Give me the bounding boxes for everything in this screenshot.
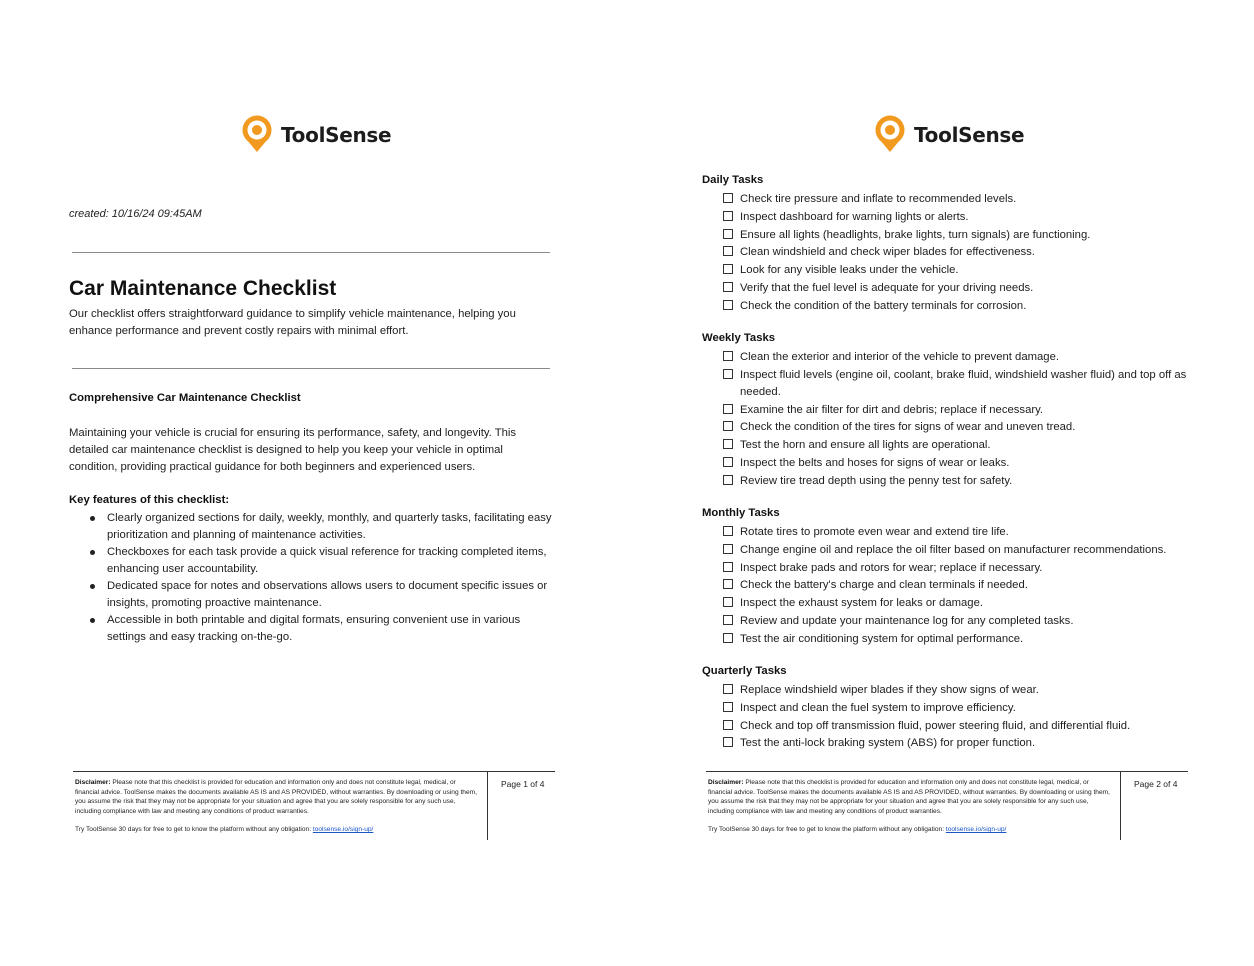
page-number: Page 1 of 4 (501, 779, 545, 789)
task-item[interactable] (722, 560, 1192, 577)
task-item[interactable] (722, 191, 1192, 208)
task-label: Verify that the fuel level is adequate for your driving needs. (740, 281, 1034, 294)
features-heading: Key features of this checklist: (69, 494, 230, 506)
checkbox[interactable] (723, 439, 733, 449)
signup-link[interactable]: toolsense.io/sign-up/ (312, 826, 374, 833)
task-item[interactable] (722, 735, 1192, 752)
task-label: Check tire pressure and inflate to recommended levels. (740, 193, 1017, 205)
quarterly-task-list (722, 682, 1192, 753)
quarterly-tasks-heading: Quarterly Tasks (702, 665, 787, 677)
task-item[interactable] (722, 227, 1192, 244)
task-label: Inspect brake pads and rotors for wear; replace if necessary. (740, 561, 1043, 574)
checkbox[interactable] (723, 404, 733, 414)
task-item[interactable] (722, 437, 1192, 454)
feature-item: Dedicated space for notes and observations allows users to document specific issues or insights, promoting proactive maintenance. (69, 578, 559, 612)
monthly-tasks-heading: Monthly Tasks (702, 507, 780, 519)
checkbox[interactable] (723, 702, 733, 712)
task-item[interactable] (722, 473, 1192, 490)
monthly-task-list (722, 524, 1192, 649)
checkbox[interactable] (723, 193, 733, 203)
location-pin-icon (873, 114, 907, 156)
task-item[interactable] (722, 402, 1192, 419)
task-item[interactable] (722, 682, 1192, 699)
brand-name: ToolSense (281, 123, 392, 147)
checkbox[interactable] (723, 351, 733, 361)
task-label: Check the condition of the tires for signs of wear and uneven tread. (740, 421, 1076, 434)
checkbox[interactable] (723, 457, 733, 467)
task-label: Inspect and clean the fuel system to improve efficiency. (740, 701, 1016, 714)
task-label: Examine the air filter for dirt and debris; replace if necessary. (740, 403, 1044, 416)
task-label: Check the battery's charge and clean terminals if needed. (740, 579, 1028, 592)
checkbox[interactable] (723, 597, 733, 607)
task-item[interactable] (722, 524, 1192, 541)
page-number: Page 2 of 4 (1134, 779, 1178, 789)
task-label: Test the anti-lock braking system (ABS) for proper function. (740, 737, 1036, 750)
disclaimer-label: Disclaimer: (75, 779, 111, 786)
task-label: Test the horn and ensure all lights are operational. (740, 439, 991, 452)
task-label: Check the condition of the battery terminals for corrosion. (740, 299, 1027, 312)
checkbox[interactable] (723, 421, 733, 431)
task-item[interactable] (722, 542, 1192, 559)
trial-text: Try ToolSense 30 days for free to get to know the platform without any obligation: (75, 826, 313, 833)
page-footer (73, 771, 555, 840)
weekly-task-list (722, 349, 1192, 491)
task-label: Test the air conditioning system for optimal performance. (740, 632, 1024, 645)
task-label: Check and top off transmission fluid, power steering fluid, and differential fluid. (740, 719, 1131, 732)
section-heading: Comprehensive Car Maintenance Checklist (69, 392, 301, 404)
task-label: Inspect the exhaust system for leaks or damage. (740, 597, 984, 610)
disclaimer-text: Please note that this checklist is provided for education and information only and does not constitute legal, medical, or financial advice. ToolSense makes the documents available AS IS and AS PROVIDED, without warranties. By downloading or using them, you assume the risk that they may not be appropriate for your situation and agree that you are solely responsible for any such use, including compliance with law and meeting any conditions of product warranties. (75, 779, 477, 815)
checkbox[interactable] (723, 475, 733, 485)
checkbox[interactable] (723, 369, 733, 379)
daily-task-list (722, 191, 1192, 316)
trial-text: Try ToolSense 30 days for free to get to know the platform without any obligation: (708, 826, 946, 833)
checkbox[interactable] (723, 737, 733, 747)
document-page-2 (633, 0, 1254, 966)
signup-link[interactable]: toolsense.io/sign-up/ (945, 826, 1007, 833)
task-item[interactable] (722, 631, 1192, 648)
feature-item: Checkboxes for each task provide a quick visual reference for tracking completed items, enhancing user accountability. (69, 544, 559, 578)
checkbox[interactable] (723, 544, 733, 554)
task-item[interactable] (722, 419, 1192, 436)
task-item[interactable] (722, 280, 1192, 297)
checkbox[interactable] (723, 615, 733, 625)
task-item[interactable] (722, 595, 1192, 612)
task-item[interactable] (722, 349, 1192, 366)
checkbox[interactable] (723, 720, 733, 730)
task-item[interactable] (722, 209, 1192, 226)
checkbox[interactable] (723, 229, 733, 239)
brand-name: ToolSense (914, 123, 1025, 147)
task-label: Rotate tires to promote even wear and extend tire life. (740, 526, 1009, 538)
intro-text: Our checklist offers straightforward guidance to simplify vehicle maintenance, helping you enhance performance and prevent costly repairs with minimal effort. (69, 308, 516, 337)
task-label: Change engine oil and replace the oil filter based on manufacturer recommendations. (740, 543, 1167, 556)
task-item[interactable] (722, 718, 1192, 735)
disclaimer-text: Please note that this checklist is provided for education and information only and does not constitute legal, medical, or financial advice. ToolSense makes the documents available AS IS and AS PROVIDED, without warranties. By downloading or using them, you assume the risk that they may not be appropriate for your situation and agree that you are solely responsible for any such use, including compliance with law and meeting any conditions of product warranties. (708, 779, 1110, 815)
toolsense-logo (873, 114, 1024, 156)
feature-item: Clearly organized sections for daily, weekly, monthly, and quarterly tasks, facilitating easy prioritization and planning of maintenance activities. (69, 510, 559, 544)
disclaimer (708, 778, 1110, 816)
task-label: Review and update your maintenance log for any completed tasks. (740, 614, 1074, 627)
checkbox[interactable] (723, 282, 733, 292)
task-label: Replace windshield wiper blades if they show signs of wear. (740, 684, 1039, 696)
trial-note (708, 826, 1006, 833)
task-label: Inspect dashboard for warning lights or alerts. (740, 210, 969, 223)
page-title: Car Maintenance Checklist (69, 277, 337, 300)
checkbox[interactable] (723, 633, 733, 643)
checkbox[interactable] (723, 211, 733, 221)
checkbox[interactable] (723, 300, 733, 310)
task-label: Clean the exterior and interior of the vehicle to prevent damage. (740, 351, 1060, 363)
task-label: Look for any visible leaks under the vehicle. (740, 264, 959, 277)
divider (72, 368, 550, 369)
disclaimer-label: Disclaimer: (708, 779, 744, 786)
weekly-tasks-heading: Weekly Tasks (702, 332, 776, 344)
task-label: Inspect fluid levels (engine oil, coolant, brake fluid, windshield washer fluid) and top off as needed. (740, 368, 1187, 398)
task-item[interactable] (722, 367, 1192, 401)
daily-tasks-heading: Daily Tasks (702, 174, 764, 186)
task-item[interactable] (722, 613, 1192, 630)
task-item[interactable] (722, 577, 1192, 594)
checkbox[interactable] (723, 264, 733, 274)
footer-divider (487, 772, 488, 840)
task-label: Review tire tread depth using the penny test for safety. (740, 474, 1013, 487)
task-label: Inspect the belts and hoses for signs of wear or leaks. (740, 456, 1010, 469)
disclaimer (75, 778, 477, 816)
created-timestamp: created: 10/16/24 09:45AM (69, 208, 202, 220)
footer-divider (1120, 772, 1121, 840)
page-footer (706, 771, 1188, 840)
task-item[interactable] (722, 455, 1192, 472)
location-pin-icon (240, 114, 274, 156)
checkbox[interactable] (723, 526, 733, 536)
trial-note (75, 826, 373, 833)
toolsense-logo (240, 114, 391, 156)
divider (72, 252, 550, 253)
task-label: Clean windshield and check wiper blades for effectiveness. (740, 246, 1035, 259)
checkbox[interactable] (723, 684, 733, 694)
task-item[interactable] (722, 244, 1192, 261)
features-list (69, 510, 559, 646)
task-item[interactable] (722, 700, 1192, 717)
task-item[interactable] (722, 298, 1192, 315)
checkbox[interactable] (723, 562, 733, 572)
feature-item: Accessible in both printable and digital formats, ensuring convenient use in various settings and easy tracking on-the-go. (69, 612, 559, 646)
task-item[interactable] (722, 262, 1192, 279)
checkbox[interactable] (723, 246, 733, 256)
description-paragraph: Maintaining your vehicle is crucial for ensuring its performance, safety, and longevity. This detailed car maintenance checklist is designed to help you keep your vehicle in optimal condition, providing practical guidance for both beginners and experienced users. (69, 427, 517, 473)
task-label: Ensure all lights (headlights, brake lights, turn signals) are functioning. (740, 228, 1091, 241)
checkbox[interactable] (723, 579, 733, 589)
